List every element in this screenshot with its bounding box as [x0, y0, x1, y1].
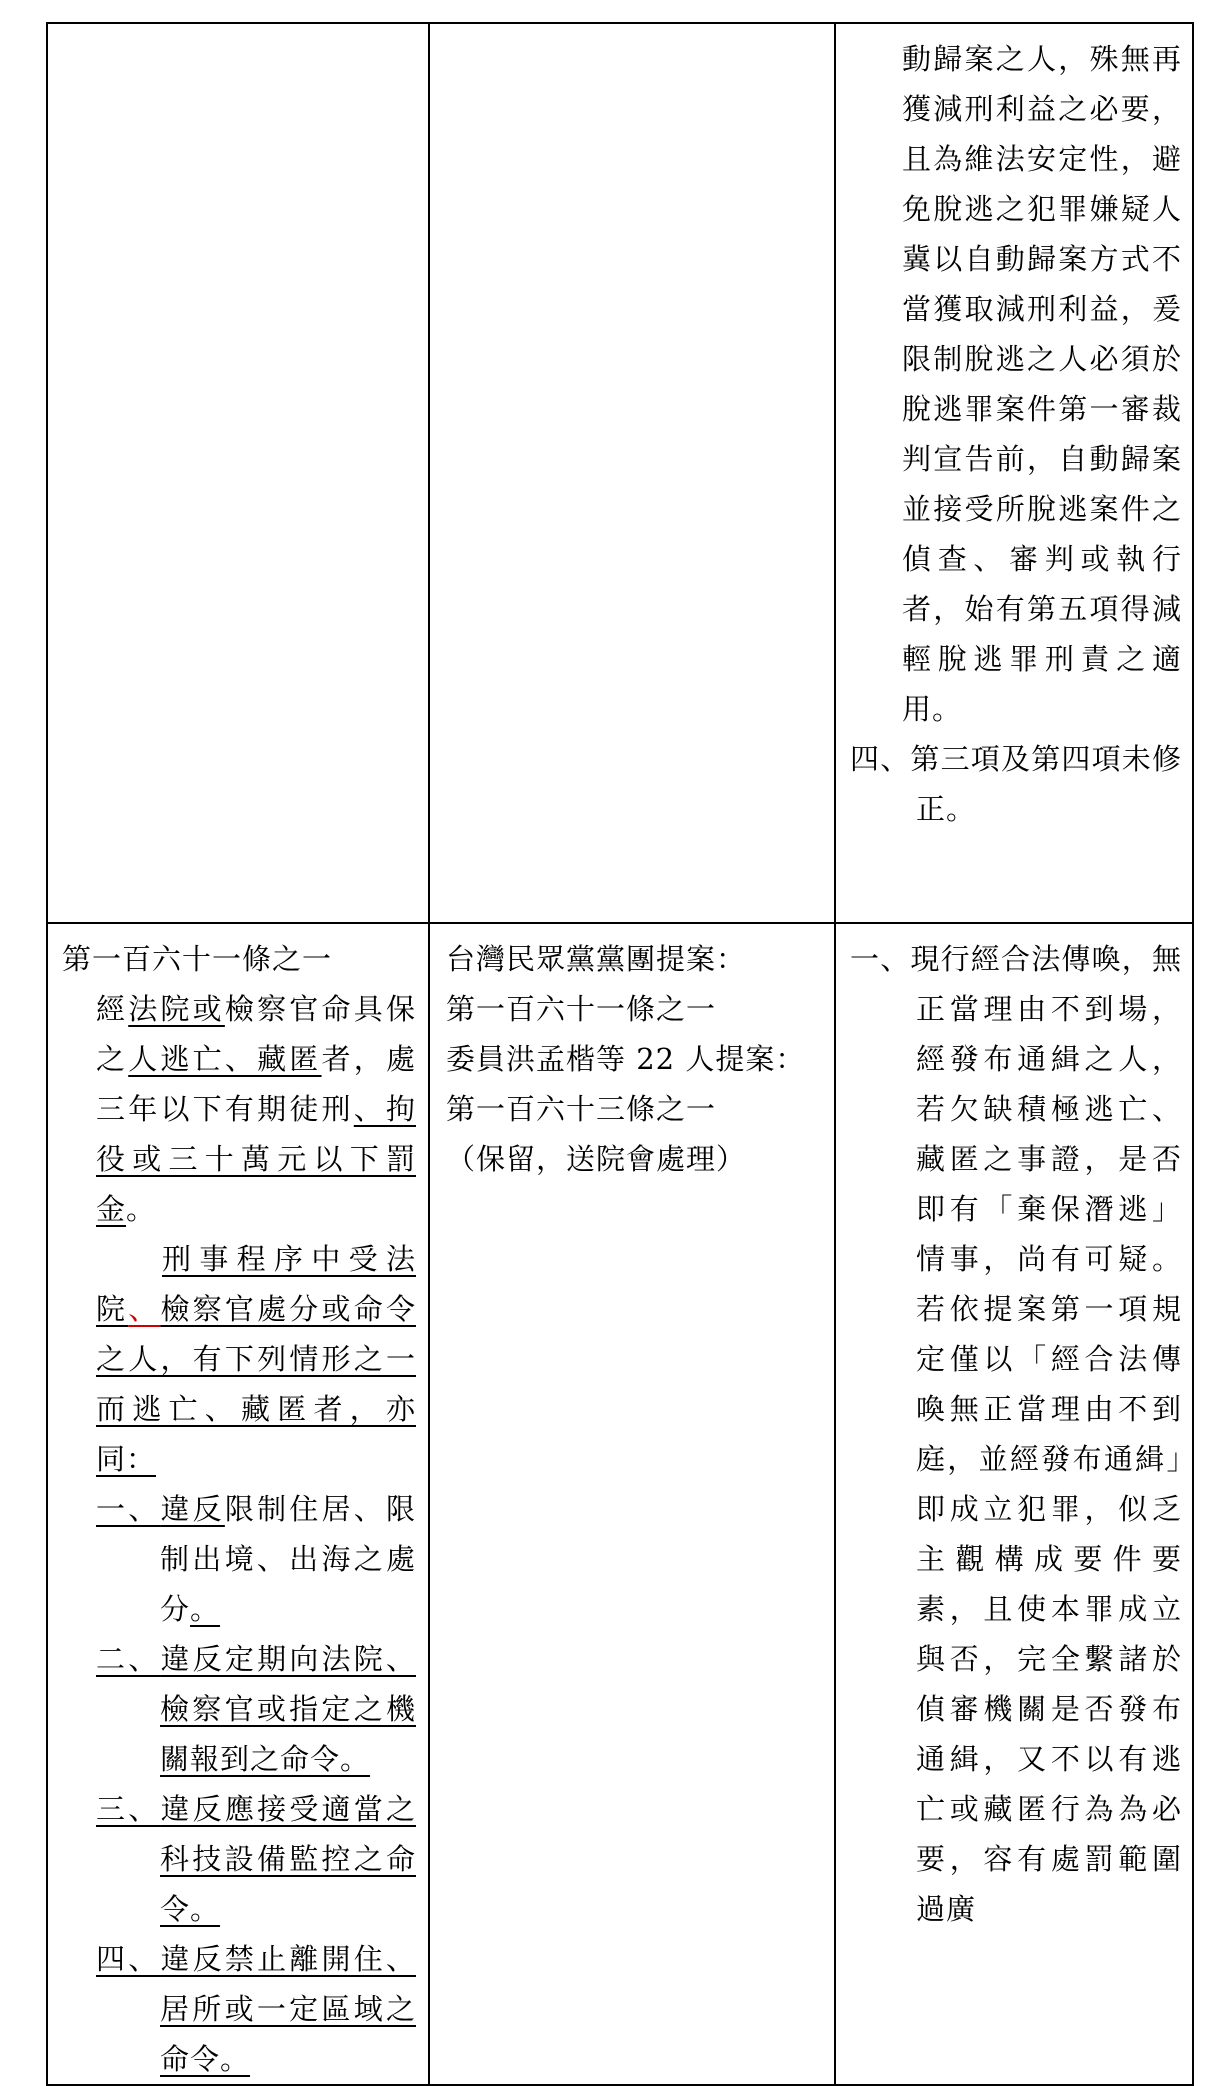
proposal-cell — [429, 23, 835, 923]
article-item-2: 二、違反定期向法院、檢察官或指定之機關報到之命令。 — [96, 1642, 416, 1776]
proposal-cell — [429, 923, 835, 2085]
amended-text-cell — [47, 923, 429, 2085]
article-item-1: 一、違反限制住居、限制出境、出海之處分。 — [96, 1492, 416, 1626]
proposal-line: （保留，送院會處理） — [446, 1142, 747, 1176]
article-item-4: 四、違反禁止離開住、居所或一定區域之命令。 — [96, 1942, 416, 2076]
article-paragraph-1: 經法院或檢察官命具保之人逃亡、藏匿者，處三年以下有期徒刑、拘役或三十萬元以下罰金。 — [96, 992, 416, 1226]
amended-text-cell — [47, 23, 429, 923]
proposal-line: 第一百六十一條之一 — [446, 992, 717, 1026]
proposal-line: 台灣民眾黨黨團提案： — [446, 942, 747, 976]
article-item-3: 三、違反應接受適當之科技設備監控之命令。 — [96, 1792, 416, 1926]
table-row — [47, 23, 1193, 923]
proposal-line: 委員洪孟楷等 22 人提案： — [446, 1042, 806, 1076]
article-paragraph-2: 刑事程序中受法院、檢察官處分或命令之人，有下列情形之一而逃亡、藏匿者，亦同： — [96, 1242, 416, 1476]
explanation-item-1: 一、現行經合法傳喚，無正當理由不到場，經發布通緝之人，若欠缺積極逃亡、藏匿之事證，是否即有「棄保潛逃」情事，尚有可疑。若依提案第一項規定僅以「經合法傳喚無正當理由不到庭，並經發布通緝」即成立犯罪，似乏主觀構成要件要素，且使本罪成立與否，完全繫諸於偵審機關是否發布通緝，又不以有逃亡或藏匿行為為必要，容有處罰範圍過廣 — [850, 942, 1182, 1926]
explanation-item-4: 四、第三項及第四項未修正。 — [850, 742, 1182, 826]
proposal-line: 第一百六十三條之一 — [446, 1092, 717, 1126]
explanation-cell — [835, 923, 1193, 2085]
explanation-continuation: 動歸案之人，殊無再獲減刑利益之必要，且為維法安定性，避免脫逃之犯罪嫌疑人冀以自動歸案方式不當獲取減刑利益，爰限制脫逃之人必須於脫逃罪案件第一審裁判宣告前，自動歸案並接受所脫逃案件之偵查、審判或執行者，始有第五項得減輕脫逃罪刑責之適用。 — [902, 42, 1182, 726]
article-title: 第一百六十一條之一 — [62, 942, 333, 976]
comparison-table — [46, 22, 1194, 2086]
table-row — [47, 923, 1193, 2085]
explanation-cell — [835, 23, 1193, 923]
